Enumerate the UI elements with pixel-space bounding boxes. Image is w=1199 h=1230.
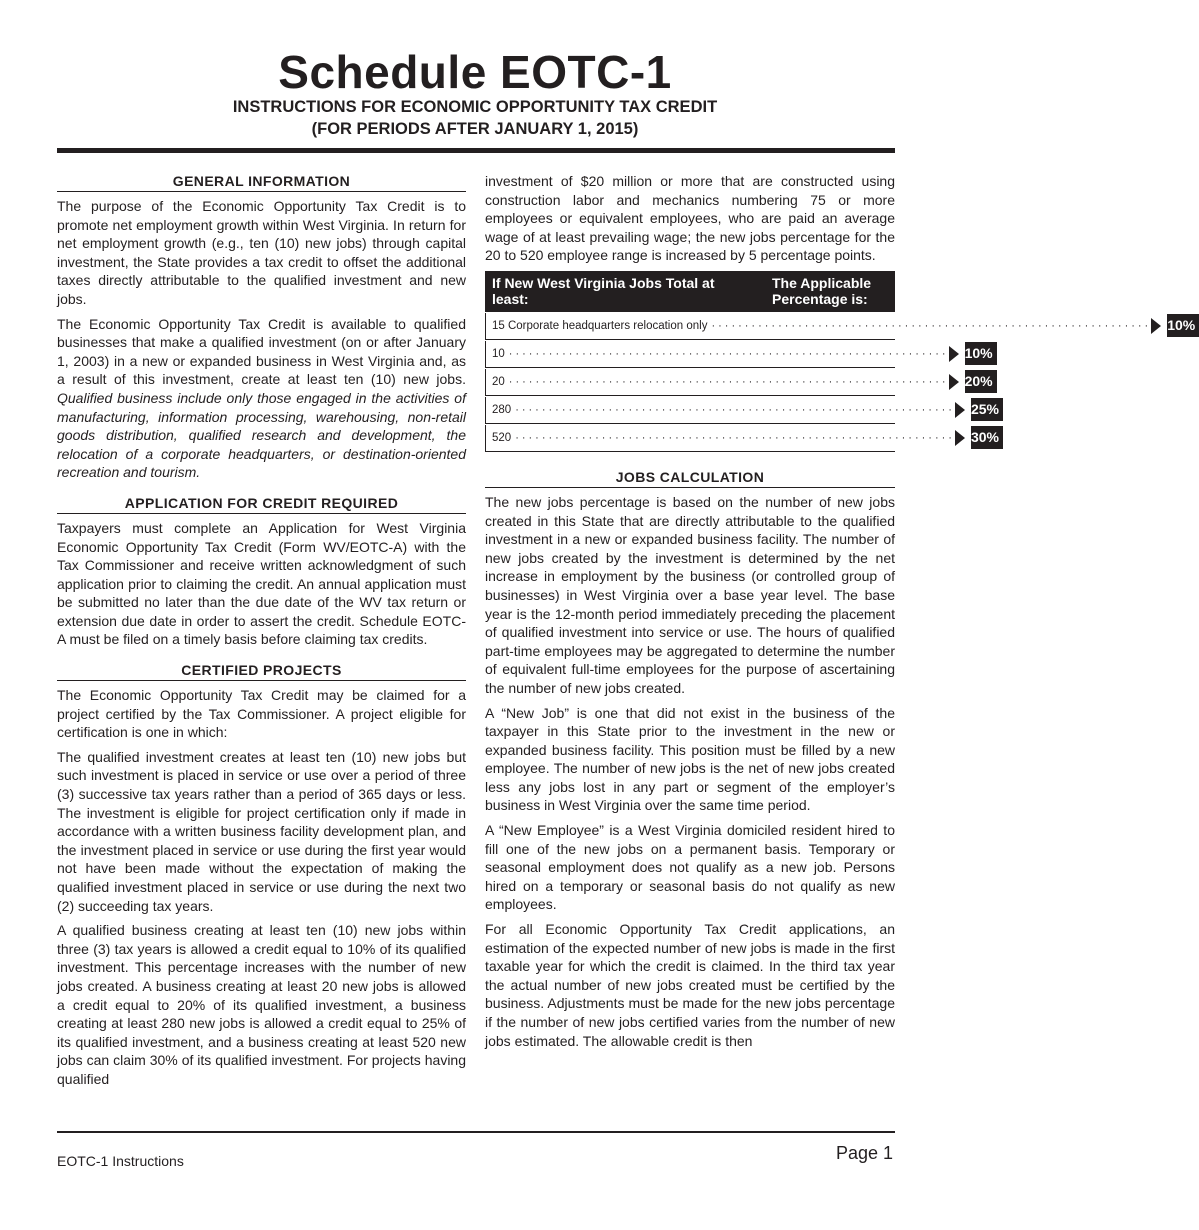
- certified-paragraph-2: The qualified investment creates at least ten (10) new jobs but such investment is placed in service or use over a period of three (3) successive tax years rather than a period of 365 days or less. The investment is eligible for project certification only if made in accordance with a written business facility development plan, and the investment placed in service or use during the first year would not have been made without the expectation of making the qualified investment placed in service or use during the next two (2) succeeding tax years.: [57, 748, 466, 914]
- certified-paragraph-1: The Economic Opportunity Tax Credit may be claimed for a project certified by the Tax Commissioner. A project eligible for certification is one in which:: [57, 687, 466, 741]
- table-row-label: 15 Corporate headquarters relocation only: [492, 319, 708, 332]
- table-row: [485, 397, 999, 424]
- leader-dots: ··································································: [508, 375, 949, 388]
- arrow-right-icon: [949, 374, 959, 390]
- arrow-right-icon: [955, 430, 965, 446]
- application-paragraph: Taxpayers must complete an Application for West Virginia Economic Opportunity Tax Credit (Form WV/EOTC-A) with the Tax Commissioner and receive written acknowledgment of such application prior to claiming the credit. An annual application must be submitted no later than the due date of the WV tax return or extension due date in order to assert the credit. Schedule EOTC-A must be filed on a timely basis before claiming tax credits.: [57, 519, 466, 648]
- certified-paragraph-3: A qualified business creating at least ten (10) new jobs within three (3) tax years is allowed a credit equal to 10% of its qualified investment. This percentage increases with the number of new jobs created. A business creating at least 20 new jobs is allowed a credit equal to 20% of its qualified investment, a business creating at least 280 new jobs is allowed a credit equal to 25% of its qualified investment, and a business creating at least 520 new jobs can claim 30% of its qualified investment. For projects having qualified: [57, 922, 466, 1087]
- table-header-percentage: The Applicable Percentage is:: [772, 274, 872, 308]
- jobs-paragraph-1: The new jobs percentage is based on the number of new jobs created in this State that are directly attributable to the qualified investment in a new or expanded business facility. The number of new jobs created by the investment is determined by the net increase in employment by the business (or controlled group of businesses) in West Virginia over a base year level. The base year is the 12-month period immediately preceding the placement of qualified investment into service or use. The hours of qualified part-time employees may be aggregated to determine the number of equivalent full-time employees for the purpose of ascertaining the number of new jobs created.: [485, 493, 895, 696]
- general-paragraph-2: [57, 315, 466, 482]
- table-row-percentage: 10%: [1167, 314, 1199, 337]
- footer-form-name: EOTC-1 Instructions: [57, 1153, 184, 1169]
- table-row-percentage: 20%: [965, 370, 997, 393]
- jobs-percentage-table: [485, 271, 1196, 452]
- leader-dots: ··································································: [515, 431, 955, 444]
- table-row-label: 280: [492, 403, 512, 416]
- header-rule: [57, 148, 895, 153]
- right-column: [485, 172, 1196, 1056]
- table-row: [485, 341, 993, 368]
- table-row-percentage: 10%: [965, 342, 997, 365]
- table-row-label: 20: [492, 375, 505, 388]
- jobs-paragraph-3: A “New Employee” is a West Virginia domiciled resident hired to fill one of the new jobs on a permanent basis. Temporary or seasonal employment does not qualify as a new job. Persons hired on a temporary or seasonal basis do not qualify as new employees.: [485, 822, 895, 913]
- table-row-label: 10: [492, 347, 505, 360]
- table-row-percentage: 30%: [971, 426, 1003, 449]
- general-paragraph-2-italic: Qualified business include only those engaged in the activities of manufacturing, information processing, warehousing, non-retail goods distribution, qualified research and development, the relocation of a corporate headquarters, or destination-oriented recreation and tourism.: [57, 389, 466, 481]
- arrow-right-icon: [949, 346, 959, 362]
- general-information-heading: GENERAL INFORMATION: [57, 172, 466, 192]
- page-number: Page 1: [835, 1143, 893, 1163]
- certified-projects-heading: CERTIFIED PROJECTS: [57, 661, 466, 681]
- leader-dots: ··································································: [508, 347, 949, 360]
- general-paragraph-2-text: The Economic Opportunity Tax Credit is available to qualified businesses that make a qualified investment (on or after January 1, 2003) in a new or expanded business in West Virginia and, as a result of this investment, create at least ten (10) new jobs.: [57, 315, 466, 388]
- leader-dots: ··································································: [711, 319, 1152, 332]
- page-subtitle-period: (FOR PERIODS AFTER JANUARY 1, 2015): [311, 120, 639, 138]
- jobs-paragraph-4: For all Economic Opportunity Tax Credit applications, an estimation of the expected number of new jobs is made in the first taxable year for which the credit is claimed. In the third tax year the actual number of new jobs created must be certified by the business. Adjustments must be made for the new jobs percentage if the number of new jobs certified varies from the number of new jobs estimated. The allowable credit is then: [485, 921, 895, 1049]
- table-row-percentage: 25%: [971, 398, 1003, 421]
- left-column: [57, 172, 466, 1095]
- arrow-right-icon: [955, 402, 965, 418]
- arrow-right-icon: [1151, 318, 1161, 334]
- table-row-label: 520: [492, 431, 512, 444]
- application-heading: APPLICATION FOR CREDIT REQUIRED: [57, 494, 466, 514]
- right-intro-paragraph: investment of $20 million or more that are constructed using construction labor and mechanics numbering 75 or more employees or equivalent employees, who are paid an average wage of at least prevailing wage; the new jobs percentage for the 20 to 520 employee range is increased by 5 percentage points.: [485, 173, 895, 264]
- table-header: [485, 271, 895, 312]
- leader-dots: ··································································: [515, 403, 955, 416]
- page-header: [0, 48, 950, 140]
- general-paragraph-1: The purpose of the Economic Opportunity Tax Credit is to promote net employment growth within West Virginia. In return for net employment growth (e.g., ten (10) new jobs) through capital investment, the State provides a tax credit to offset the additional taxes directly attributable to the qualified investment and new jobs.: [57, 198, 466, 307]
- table-row: [485, 313, 1196, 340]
- page-subtitle: INSTRUCTIONS FOR ECONOMIC OPPORTUNITY TAX CREDIT: [232, 98, 718, 116]
- page-title: Schedule EOTC-1: [278, 46, 672, 98]
- jobs-paragraph-2: A “New Job” is one that did not exist in the business of the taxpayer in this State prior to the investment in the new or expanded business facility. This position must be filled by a new employee. The number of new jobs is the net of new jobs created less any jobs lost in any part or segment of the employer’s business in West Virginia over the same time period.: [485, 704, 895, 814]
- jobs-calculation-heading: JOBS CALCULATION: [485, 468, 895, 488]
- table-row: [485, 425, 999, 452]
- footer-rule: [57, 1131, 895, 1133]
- table-header-jobs: If New West Virginia Jobs Total at least:: [492, 274, 715, 308]
- table-row: [485, 369, 993, 396]
